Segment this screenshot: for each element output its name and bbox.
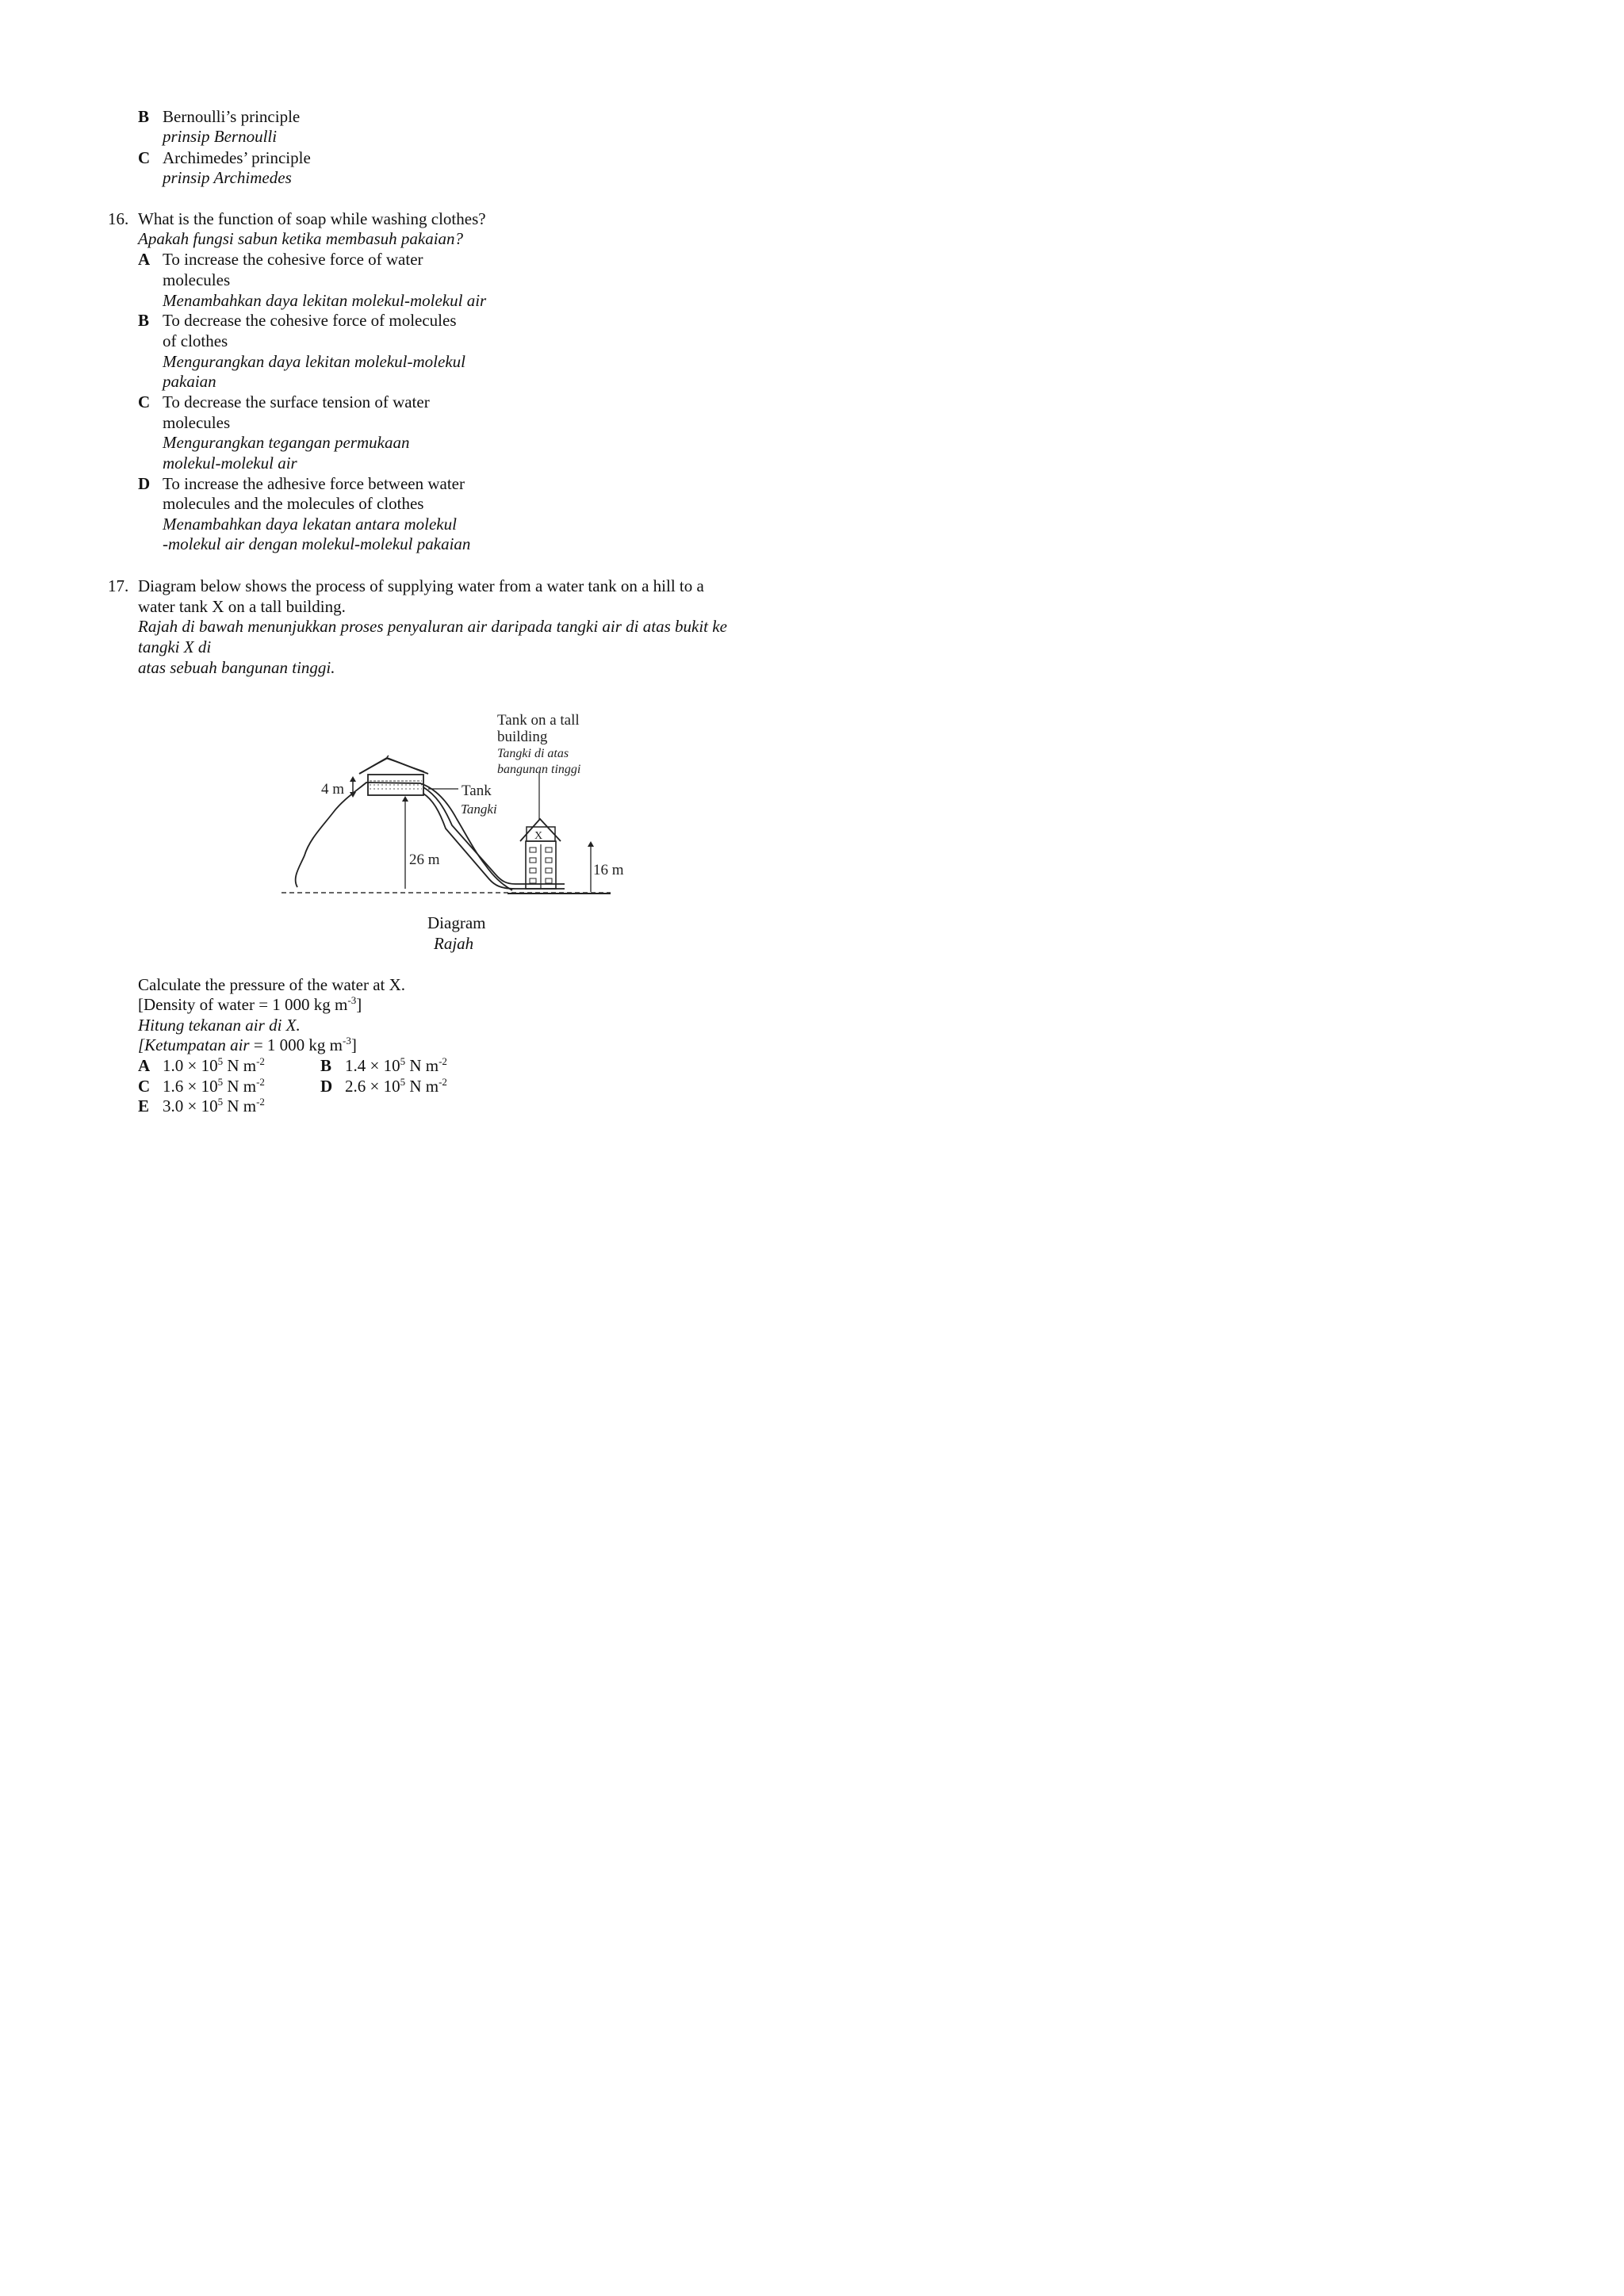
density-ms-italic: [Ketumpatan air (138, 1035, 250, 1054)
answer-mantissa: 1.0 × 10 (163, 1056, 218, 1075)
q17-stem-en-2: water tank X on a tall building. (138, 597, 346, 616)
q17-diagram (278, 708, 634, 902)
label-tank-building-en-2: building (497, 729, 548, 745)
q16-option-c-en-cont: molecules (163, 413, 231, 432)
q15-option-b-ms: prinsip Bernoulli (163, 127, 278, 146)
q17-number: 17. (108, 576, 129, 595)
answer-exp: 5 (400, 1076, 406, 1088)
q16-option-a-ms: Menambahkan daya lekitan molekul-molekul air (163, 291, 487, 310)
option-label: C (138, 392, 151, 411)
density-ms-rest: = 1 000 kg m (249, 1035, 343, 1054)
q16-option-b-ms: Mengurangkan daya lekitan molekul-molekul (163, 352, 465, 371)
q17-stem-ms-2: tangki X di (138, 637, 212, 656)
label-26m: 26 m (409, 851, 440, 868)
diagram-caption-ms: Rajah (434, 934, 474, 953)
density-en-close: ] (356, 995, 362, 1014)
hill-tank (368, 775, 423, 795)
answer-mantissa: 2.6 × 10 (345, 1077, 400, 1096)
q16-number: 16. (108, 209, 129, 228)
q17-density-en (138, 994, 362, 1015)
label-16m: 16 m (593, 862, 624, 878)
diagram-caption-en: Diagram (427, 913, 486, 932)
density-ms-exp: -3 (343, 1035, 351, 1047)
hut-roof (359, 758, 428, 774)
option-text-en: To increase the cohesive force of water (163, 250, 423, 269)
q16-option-b-en-cont: of clothes (163, 331, 228, 350)
option-label: C (138, 148, 151, 167)
option-label: B (138, 311, 150, 330)
option-label: B (138, 107, 150, 126)
q17-ask-en: Calculate the pressure of the water at X. (138, 975, 406, 994)
option-text-en: Archimedes’ principle (163, 148, 311, 167)
answer-mantissa: 1.6 × 10 (163, 1077, 218, 1096)
q17-stem-en-1: Diagram below shows the process of supplying water from a water tank on a hill to a (138, 576, 704, 595)
q15-option-c-ms: prinsip Archimedes (163, 168, 292, 187)
q17-ask-ms: Hitung tekanan air di X. (138, 1016, 301, 1035)
option-text-en: To decrease the surface tension of water (163, 392, 430, 411)
label-x: X (534, 830, 543, 842)
q16-stem-en: What is the function of soap while washing clothes? (138, 209, 486, 228)
answer-exp: 5 (400, 1055, 406, 1067)
q17-answer-c (138, 1076, 265, 1096)
answer-mantissa: 1.4 × 10 (345, 1056, 400, 1075)
q16-option-b-ms-cont: pakaian (163, 372, 216, 391)
answer-label: C (138, 1077, 151, 1096)
q16-option-d-en-cont: molecules and the molecules of clothes (163, 494, 424, 513)
label-tank-building-en-1: Tank on a tall (497, 712, 580, 729)
q16-option-d-ms: Menambahkan daya lekatan antara molekul (163, 515, 457, 534)
answer-unit-exp: -2 (256, 1055, 265, 1067)
q17-answer-d (320, 1076, 447, 1096)
q17-stem-ms-3: atas sebuah bangunan tinggi. (138, 658, 335, 677)
q16-option-a (138, 249, 423, 270)
answer-unit: N m (223, 1077, 257, 1096)
q16-option-c (138, 392, 430, 412)
answer-unit: N m (223, 1096, 257, 1115)
label-tank-building-ms-2: bangunan tinggi (497, 763, 581, 776)
q16-option-d-ms-cont: -molekul air dengan molekul-molekul pakaian (163, 534, 471, 553)
option-text-en: Bernoulli’s principle (163, 107, 301, 126)
answer-label: B (320, 1056, 332, 1075)
answer-exp: 5 (217, 1096, 224, 1108)
answer-unit-exp: -2 (439, 1055, 447, 1067)
q16-option-b (138, 310, 457, 331)
answer-unit: N m (405, 1056, 439, 1075)
q16-option-c-ms-cont: molekul-molekul air (163, 453, 297, 473)
answer-unit: N m (223, 1056, 257, 1075)
density-ms-close: ] (350, 1035, 357, 1054)
q17-density-ms (138, 1035, 357, 1055)
density-en-exp: -3 (347, 994, 357, 1006)
q17-stem-ms-1: Rajah di bawah menunjukkan proses penyaluran air daripada tangki air di atas bukit ke (138, 617, 727, 636)
q17-answer-e (138, 1096, 265, 1116)
density-en-text: [Density of water = 1 000 kg m (138, 995, 348, 1014)
answer-unit: N m (405, 1077, 439, 1096)
q16-stem-ms: Apakah fungsi sabun ketika membasuh pakaian? (138, 229, 464, 248)
answer-unit-exp: -2 (256, 1096, 265, 1108)
option-text-en: To decrease the cohesive force of molecules (163, 311, 457, 330)
answer-label: D (320, 1077, 333, 1096)
option-label: A (138, 250, 151, 269)
answer-unit-exp: -2 (439, 1076, 447, 1088)
answer-label: E (138, 1096, 150, 1115)
answer-unit-exp: -2 (256, 1076, 265, 1088)
answer-exp: 5 (217, 1076, 224, 1088)
answer-label: A (138, 1056, 151, 1075)
q16-option-a-en-cont: molecules (163, 270, 231, 289)
q15-option-b (138, 106, 300, 127)
q17-answer-b (320, 1055, 447, 1076)
label-tank-en: Tank (462, 783, 492, 799)
answer-mantissa: 3.0 × 10 (163, 1096, 218, 1115)
q15-option-c (138, 147, 311, 168)
answer-exp: 5 (217, 1055, 224, 1067)
label-tank-building-ms-1: Tangki di atas (497, 747, 569, 760)
option-label: D (138, 474, 151, 493)
q16-option-c-ms: Mengurangkan tegangan permukaan (163, 433, 410, 452)
q16-option-d (138, 473, 465, 494)
q17-answer-a (138, 1055, 265, 1076)
option-text-en: To increase the adhesive force between water (163, 474, 465, 493)
label-tank-ms: Tangki (461, 802, 497, 817)
label-4m: 4 m (321, 781, 345, 798)
